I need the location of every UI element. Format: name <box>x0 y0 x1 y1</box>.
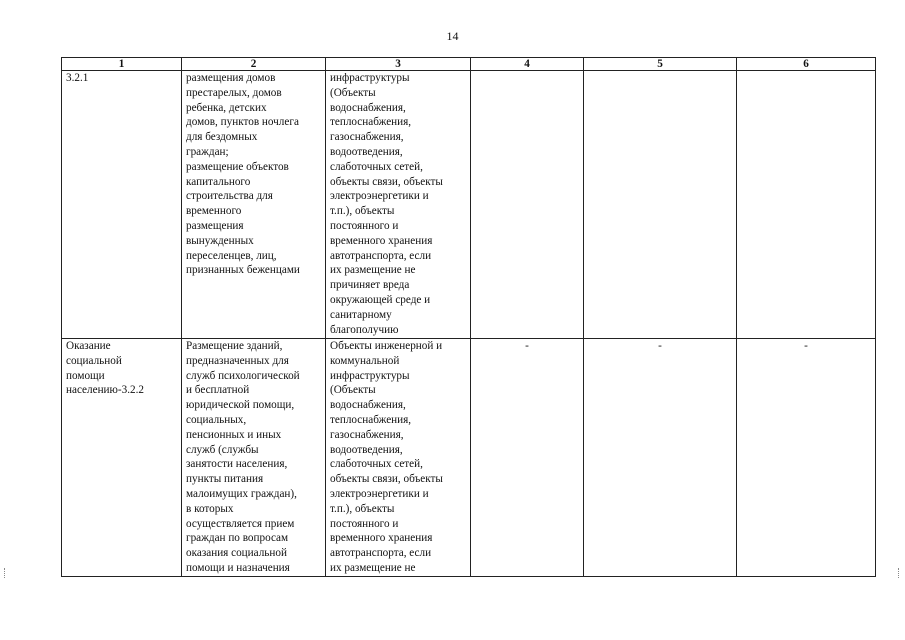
page-number: 14 <box>446 29 459 43</box>
cell-text-line: домов, пунктов ночлега <box>186 116 299 129</box>
cell-text-line: и бесплатной <box>186 384 250 397</box>
table-row <box>62 339 876 577</box>
cell-text-line: (Объекты <box>330 86 376 99</box>
cell-text-line: служб (службы <box>186 443 259 456</box>
cell-col5 <box>584 71 737 339</box>
cell-col6 <box>737 71 876 339</box>
cell-text-line: слаботочных сетей, <box>330 458 423 471</box>
cell-text-line: теплоснабжения, <box>330 413 412 426</box>
cell-text-line: занятости населения, <box>186 458 288 471</box>
cell-text-line: социальной <box>66 354 122 367</box>
cell-text-line: санитарному <box>330 308 392 321</box>
cell-col5: - <box>584 339 737 577</box>
cell-text-line: размещения <box>186 219 244 232</box>
column-header-3: 3 <box>326 58 471 71</box>
cell-text-line: теплоснабжения, <box>330 116 412 129</box>
cell-text-line: юридической помощи, <box>186 399 295 412</box>
cell-text-line: коммунальной <box>330 354 400 367</box>
cell-text-line: осуществляется прием <box>186 517 295 530</box>
cell-text-line: 3.2.1 <box>66 72 89 84</box>
cell-text-line: инфраструктуры <box>330 72 410 84</box>
column-header-1: 1 <box>62 58 182 71</box>
cell-text-line: предназначенных для <box>186 354 289 367</box>
cell-text-line: Размещение зданий, <box>186 340 283 352</box>
cell-text-line: их размещение не <box>330 264 416 277</box>
cell-text-line: благополучию <box>330 323 399 336</box>
column-header-5: 5 <box>584 58 737 71</box>
cell-text-line: размещение объектов <box>186 160 289 173</box>
column-header-6: 6 <box>737 58 876 71</box>
cell-text-line: постоянного и <box>330 219 399 232</box>
cell-text-line: водоотведения, <box>330 443 403 456</box>
cell-text-line: в которых <box>186 502 234 515</box>
cell-text-line: газоснабжения, <box>330 428 404 441</box>
column-header-4: 4 <box>471 58 584 71</box>
cell-col4: - <box>471 339 584 577</box>
cell-code <box>62 71 182 339</box>
cell-text-line: помощи <box>66 369 105 382</box>
cell-text-line: слаботочных сетей, <box>330 160 423 173</box>
cell-text-line: для бездомных <box>186 131 258 144</box>
cell-code <box>62 339 182 577</box>
cell-text-line: оказания социальной <box>186 547 287 560</box>
cell-text-line: капитального <box>186 175 251 188</box>
cell-text-line: водоснабжения, <box>330 399 406 412</box>
cell-text-line: постоянного и <box>330 517 399 530</box>
cell-text-line: (Объекты <box>330 384 376 397</box>
cell-text-line: переселенцев, лиц, <box>186 249 277 262</box>
land-use-table <box>61 57 876 577</box>
cell-col6: - <box>737 339 876 577</box>
cell-text-line: т.п.), объекты <box>330 205 395 218</box>
cell-text-line: автотранспорта, если <box>330 249 432 262</box>
right-scan-mark <box>898 568 900 578</box>
left-scan-mark <box>4 568 6 578</box>
cell-text-line: электроэнергетики и <box>330 487 429 500</box>
header-row <box>62 58 876 71</box>
cell-text-line: электроэнергетики и <box>330 190 429 203</box>
cell-text-line: граждан; <box>186 145 229 158</box>
cell-text-line: автотранспорта, если <box>330 547 432 560</box>
cell-text-line: Оказание <box>66 340 111 352</box>
cell-text-line: граждан по вопросам <box>186 532 289 545</box>
cell-description <box>182 71 326 339</box>
cell-text-line: строительства для <box>186 190 273 203</box>
cell-text-line: т.п.), объекты <box>330 502 395 515</box>
cell-text-line: населению-3.2.2 <box>66 384 145 397</box>
cell-text-line: вынужденных <box>186 234 254 247</box>
cell-col4 <box>471 71 584 339</box>
cell-text-line: их размещение не <box>330 561 416 574</box>
cell-text-line: объекты связи, объекты <box>330 175 443 188</box>
cell-text-line: объекты связи, объекты <box>330 473 443 486</box>
cell-text-line: размещения домов <box>186 72 276 84</box>
cell-text-line: водоснабжения, <box>330 101 406 114</box>
cell-text-line: временного хранения <box>330 532 433 545</box>
cell-permitted-objects <box>326 339 471 577</box>
cell-permitted-objects <box>326 71 471 339</box>
cell-text-line: малоимущих граждан), <box>186 487 297 500</box>
cell-text-line: временного хранения <box>330 234 433 247</box>
cell-text-line: временного <box>186 205 242 218</box>
cell-text-line: социальных, <box>186 413 247 426</box>
cell-text-line: причиняет вреда <box>330 279 410 292</box>
cell-text-line: признанных беженцами <box>186 264 300 277</box>
cell-text-line: пенсионных и иных <box>186 428 282 441</box>
cell-description <box>182 339 326 577</box>
cell-text-line: пункты питания <box>186 473 264 486</box>
cell-text-line: Объекты инженерной и <box>330 340 443 352</box>
cell-text-line: престарелых, домов <box>186 86 282 99</box>
table-row <box>62 71 876 339</box>
column-header-2: 2 <box>182 58 326 71</box>
cell-text-line: служб психологической <box>186 369 300 382</box>
cell-text-line: водоотведения, <box>330 145 403 158</box>
cell-text-line: окружающей среде и <box>330 293 431 306</box>
cell-text-line: помощи и назначения <box>186 561 290 574</box>
cell-text-line: инфраструктуры <box>330 369 410 382</box>
cell-text-line: ребенка, детских <box>186 101 267 114</box>
cell-text-line: газоснабжения, <box>330 131 404 144</box>
